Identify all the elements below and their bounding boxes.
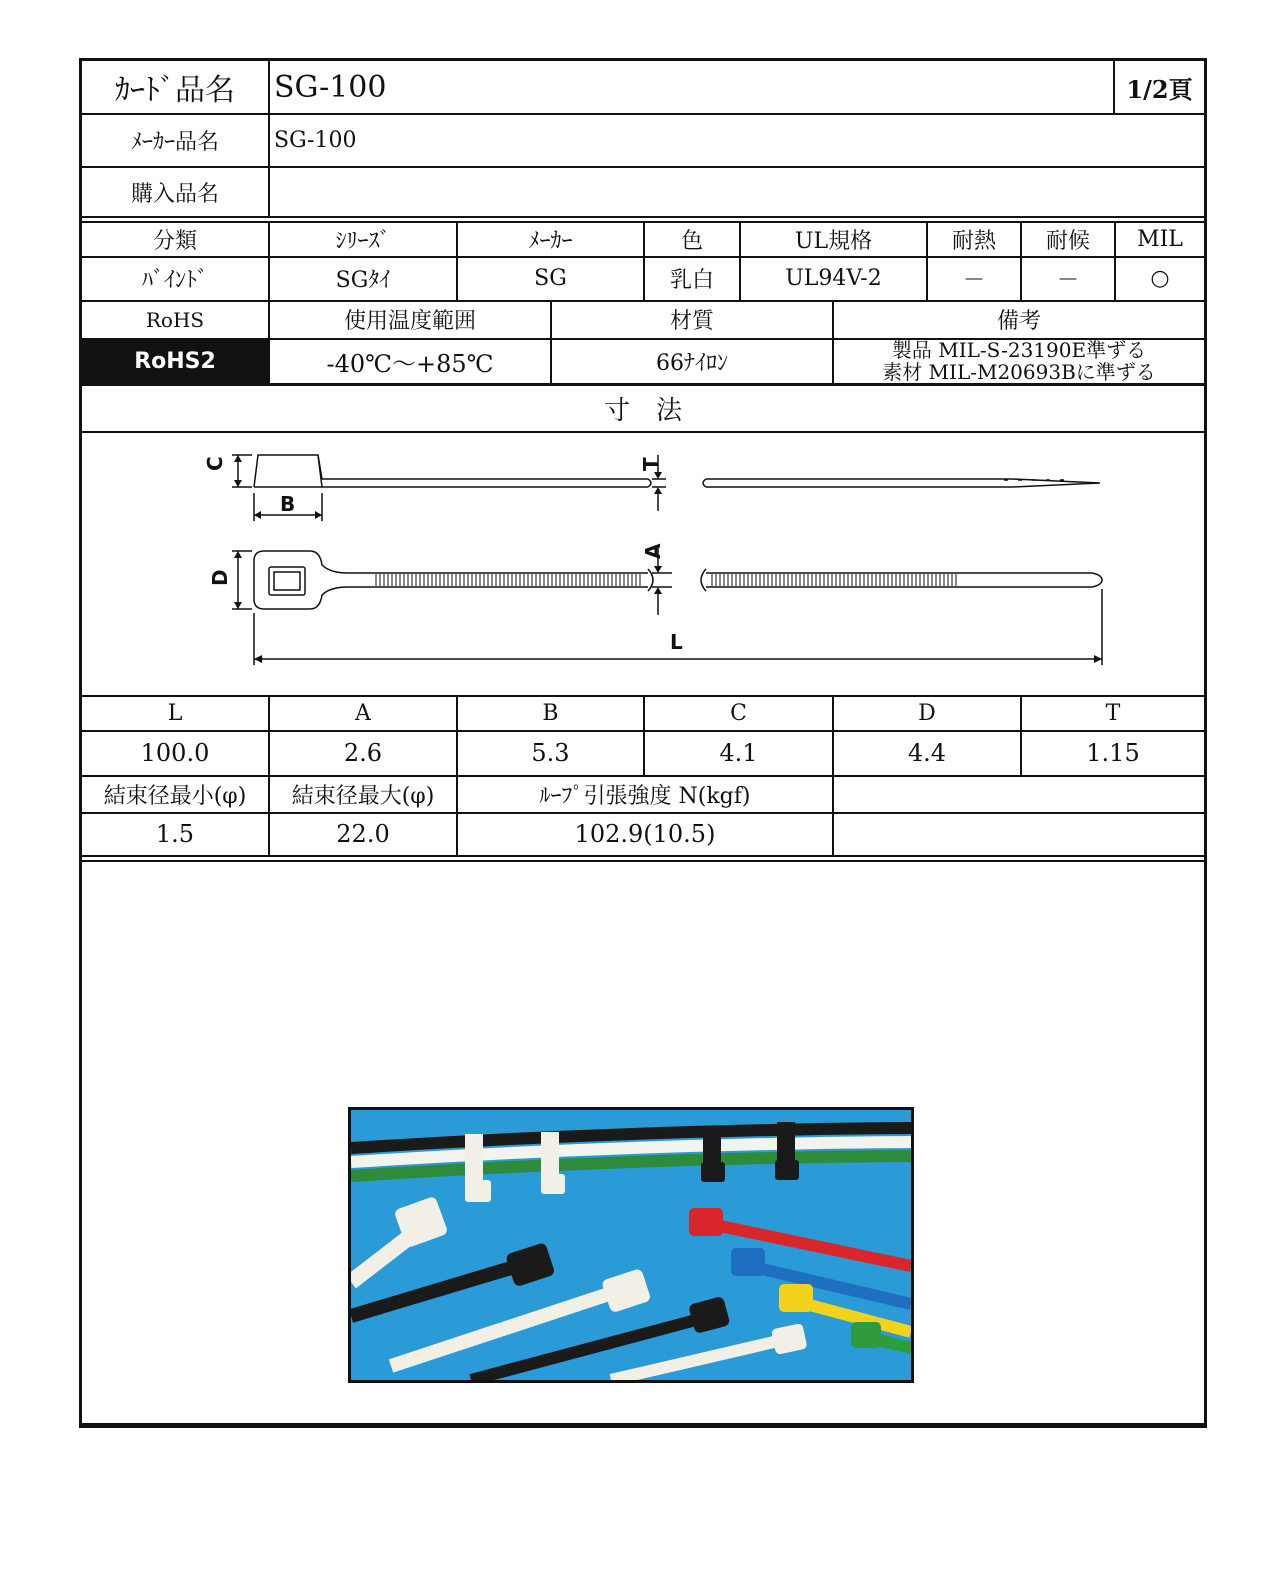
maker-name-row bbox=[82, 114, 1204, 166]
heat-value: － bbox=[928, 257, 1022, 300]
label-c: C bbox=[203, 456, 227, 471]
binding-min-header: 結束径最小(φ) bbox=[82, 776, 270, 812]
dim-value-d: 4.4 bbox=[834, 731, 1022, 775]
card-name-row bbox=[82, 61, 1204, 113]
maker-name-value: SG-100 bbox=[274, 127, 357, 153]
loop-strength-value: 102.9(10.5) bbox=[458, 813, 834, 855]
material-value: 66ﾅｲﾛﾝ bbox=[552, 339, 834, 383]
product-card bbox=[79, 58, 1207, 1428]
dim-value-c: 4.1 bbox=[645, 731, 834, 775]
maker-name-label: ﾒｰｶｰ品名 bbox=[82, 114, 270, 166]
label-b: B bbox=[280, 492, 296, 516]
dim-header-l: L bbox=[82, 696, 270, 730]
classification-header: 分類 bbox=[82, 222, 270, 256]
label-t: T bbox=[639, 457, 663, 471]
dimension-value-row bbox=[82, 731, 1204, 775]
dimensions-title-row bbox=[82, 385, 1204, 431]
series-header: ｼﾘｰｽﾞ bbox=[270, 222, 458, 256]
heat-header: 耐熱 bbox=[928, 222, 1022, 256]
mil-value: ○ bbox=[1150, 266, 1170, 291]
cable-tie-drawing bbox=[82, 433, 1204, 695]
mil-header: MIL bbox=[1137, 226, 1183, 252]
color-header: 色 bbox=[645, 222, 741, 256]
binding-max-header: 結束径最大(φ) bbox=[270, 776, 458, 812]
ul-header: UL規格 bbox=[741, 222, 928, 256]
binding-min-value: 1.5 bbox=[82, 813, 270, 855]
rohs-badge: RoHS2 bbox=[82, 339, 270, 383]
binding-empty-value bbox=[834, 813, 1204, 855]
maker-value: SG bbox=[458, 257, 645, 300]
temperature-header: 使用温度範囲 bbox=[270, 301, 552, 338]
dim-header-t: T bbox=[1105, 700, 1121, 726]
dim-value-t: 1.15 bbox=[1086, 739, 1140, 767]
label-d: D bbox=[208, 569, 232, 586]
loop-strength-header: ﾙｰﾌﾟ引張強度 N(kgf) bbox=[458, 776, 834, 812]
remarks-line-2: 素材 MIL-M20693Bに準ずる bbox=[882, 360, 1156, 383]
dim-value-b: 5.3 bbox=[458, 731, 645, 775]
dimension-header-row bbox=[82, 696, 1204, 730]
dim-header-a: A bbox=[270, 696, 458, 730]
binding-empty-header bbox=[834, 776, 1204, 812]
card-name-label: ｶｰﾄﾞ品名 bbox=[82, 61, 270, 113]
card-name-value: SG-100 bbox=[270, 61, 1115, 113]
top-view-head bbox=[254, 551, 648, 573]
cable-ties-illustration bbox=[351, 1110, 911, 1380]
purchase-name-value bbox=[270, 167, 1204, 217]
binding-max-value: 22.0 bbox=[270, 813, 458, 855]
dimensions-title: 寸 法 bbox=[603, 395, 682, 426]
remarks-line-1: 製品 MIL-S-23190E準ずる bbox=[891, 339, 1147, 362]
maker-header: ﾒｰｶｰ bbox=[458, 222, 645, 256]
classification-value: ﾊﾞｲﾝﾄﾞ bbox=[82, 257, 270, 300]
label-l: L bbox=[670, 630, 683, 654]
ul-value: UL94V-2 bbox=[741, 257, 928, 300]
side-view-head bbox=[254, 455, 322, 487]
dim-header-b: B bbox=[458, 696, 645, 730]
binding-header-row bbox=[82, 776, 1204, 812]
remarks-header: 備考 bbox=[996, 309, 1041, 334]
weather-header: 耐候 bbox=[1022, 222, 1116, 256]
classification-header-row bbox=[82, 222, 1204, 256]
material-header: 材質 bbox=[552, 301, 834, 338]
temperature-value: -40℃～+85℃ bbox=[270, 339, 552, 383]
dim-header-c: C bbox=[645, 696, 834, 730]
weather-value: － bbox=[1022, 257, 1116, 300]
remarks-value bbox=[834, 339, 1204, 383]
spec-value-row bbox=[82, 339, 1204, 383]
purchase-name-row bbox=[82, 167, 1204, 217]
product-photo bbox=[348, 1107, 914, 1383]
binding-value-row bbox=[82, 813, 1204, 855]
page-number: 1/2頁 bbox=[1126, 74, 1193, 104]
dim-header-d: D bbox=[834, 696, 1022, 730]
dim-value-l: 100.0 bbox=[82, 731, 270, 775]
series-value: SGﾀｲ bbox=[270, 257, 458, 300]
rohs-header: RoHS bbox=[82, 301, 270, 338]
classification-value-row bbox=[82, 257, 1204, 300]
label-a: A bbox=[641, 543, 665, 559]
spec-header-row bbox=[82, 301, 1204, 338]
purchase-name-label: 購入品名 bbox=[82, 167, 270, 217]
dim-value-a: 2.6 bbox=[270, 731, 458, 775]
color-value: 乳白 bbox=[645, 257, 741, 300]
